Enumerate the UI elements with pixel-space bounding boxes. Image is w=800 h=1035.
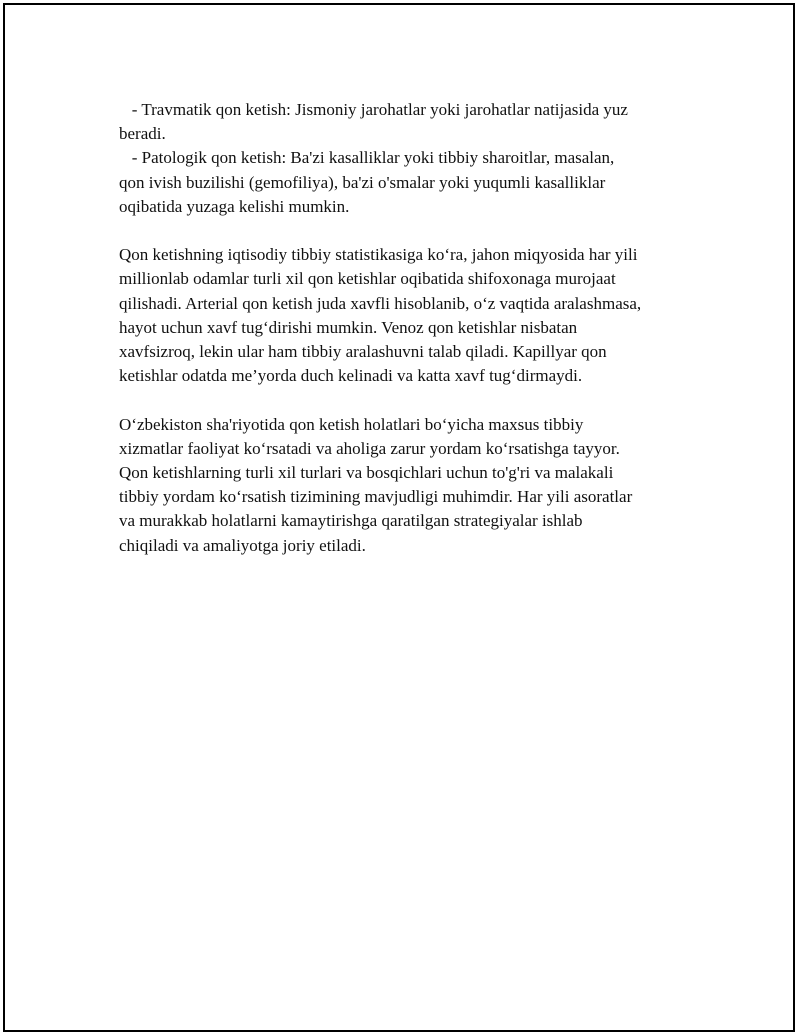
document-page [3, 3, 795, 1032]
text-line: oqibatida yuzaga kelishi mumkin. [119, 196, 350, 216]
text-line: Qon ketishning iqtisodiy tibbiy statistikasiga ko‘ra, jahon miqyosida har yili [119, 245, 638, 265]
text-line: qon ivish buzilishi (gemofiliya), ba'zi o'smalar yoki yuqumli kasalliklar [119, 172, 606, 192]
document-body [119, 98, 679, 558]
text-line: - Travmatik qon ketish: Jismoniy jarohatlar yoki jarohatlar natijasida yuz [119, 100, 628, 119]
text-line: xizmatlar faoliyat ko‘rsatadi va aholiga zarur yordam ko‘rsatishga tayyor. [119, 438, 620, 458]
text-line: va murakkab holatlarni kamaytirishga qaratilgan strategiyalar ishlab [119, 511, 583, 531]
text-line: qilishadi. Arterial qon ketish juda xavfli hisoblanib, o‘z vaqtida aralashmasa, [119, 293, 642, 313]
text-line: ketishlar odatda me’yorda duch kelinadi va katta xavf tug‘dirmaydi. [119, 366, 583, 386]
text-line: Qon ketishlarning turli xil turlari va bosqichlari uchun to'g'ri va malakali [119, 463, 614, 483]
text-line: xavfsizroq, lekin ular ham tibbiy aralashuvni talab qiladi. Kapillyar qon [119, 342, 607, 362]
paragraph-statistics [119, 243, 679, 388]
text-line: chiqiladi va amaliyotga joriy etiladi. [119, 535, 366, 555]
paragraph-uzbekistan-services [119, 413, 679, 558]
text-line: O‘zbekiston sha'riyotida qon ketish holatlari bo‘yicha maxsus tibbiy [119, 414, 584, 434]
text-line: beradi. [119, 124, 166, 144]
text-line: hayot uchun xavf tug‘dirishi mumkin. Venoz qon ketishlar nisbatan [119, 317, 578, 337]
text-line: - Patologik qon ketish: Ba'zi kasalliklar yoki tibbiy sharoitlar, masalan, [119, 148, 615, 168]
text-line: tibbiy yordam ko‘rsatish tizimining mavjudligi muhimdir. Har yili asoratlar [119, 487, 633, 507]
text-line: millionlab odamlar turli xil qon ketishlar oqibatida shifoxonaga murojaat [119, 269, 616, 289]
paragraph-spacer [119, 388, 679, 412]
paragraph-spacer [119, 219, 679, 243]
paragraph-bleeding-types [119, 98, 679, 219]
